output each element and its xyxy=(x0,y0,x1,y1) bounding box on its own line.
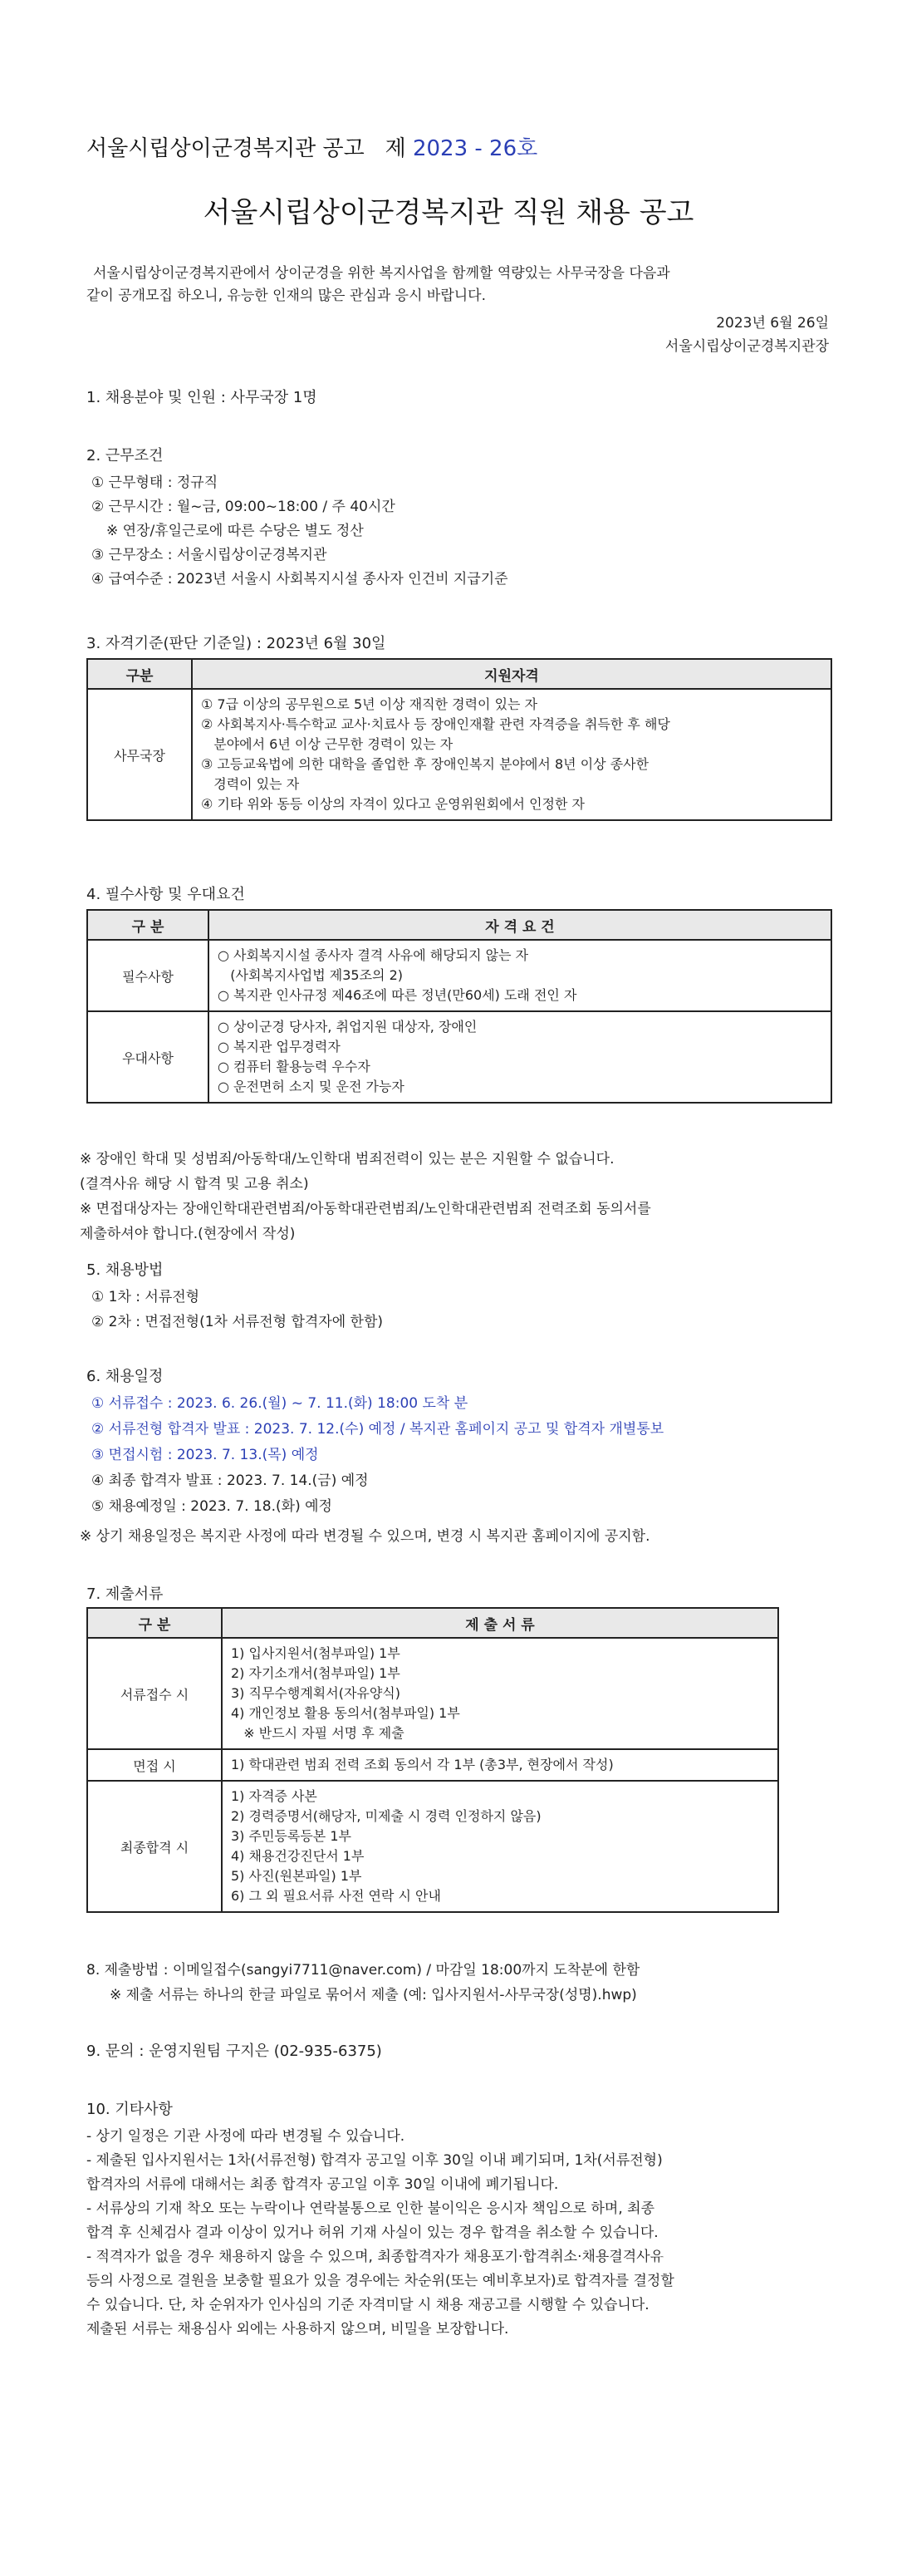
condition-item: ② 근무시간 : 월~금, 09:00~18:00 / 주 40시간 xyxy=(91,499,395,515)
qualification-content xyxy=(192,689,831,820)
etc-line: 제출된 서류는 채용심사 외에는 사용하지 않으며, 비밀을 보장합니다. xyxy=(86,2321,509,2338)
cell-line: ○ 복지관 업무경력자 xyxy=(218,1039,341,1054)
requirements-col-1: 구 분 xyxy=(87,910,208,940)
cell-line: 2) 경력증명서(해당자, 미제출 시 경력 인정하지 않음) xyxy=(231,1808,542,1824)
cell-line: 경력이 있는 자 xyxy=(201,776,300,792)
requirement-note: (결격사유 해당 시 합격 및 고용 취소) xyxy=(80,1176,309,1192)
method-item: ① 1차 : 서류전형 xyxy=(91,1289,200,1305)
notice-no-prefix: 제 xyxy=(385,136,406,161)
section-2-title: 2. 근무조건 xyxy=(86,447,164,465)
cell-line: 3) 주민등록등본 1부 xyxy=(231,1828,351,1844)
cell-line: ○ 운전면허 소지 및 운전 가능자 xyxy=(218,1079,404,1094)
schedule-item: ④ 최종 합격자 발표 : 2023. 7. 14.(금) 예정 xyxy=(91,1472,369,1489)
etc-line: - 상기 일정은 기관 사정에 따라 변경될 수 있습니다. xyxy=(86,2128,405,2145)
section-7-title: 7. 제출서류 xyxy=(86,1585,164,1603)
cell-line: 5) 사진(원본파일) 1부 xyxy=(231,1868,362,1884)
schedule-note: ※ 상기 채용일정은 복지관 사정에 따라 변경될 수 있으며, 변경 시 복지관 홈페이지에 공지함. xyxy=(80,1528,650,1545)
condition-item: ④ 급여수준 : 2023년 서울시 사회복지시설 종사자 인건비 지급기준 xyxy=(91,571,508,587)
condition-item: ① 근무형태 : 정규직 xyxy=(91,474,218,491)
cell-line: 2) 자기소개서(첨부파일) 1부 xyxy=(231,1665,400,1681)
cell-line: 1) 학대관련 범죄 전력 조회 동의서 각 1부 (총3부, 현장에서 작성) xyxy=(231,1757,614,1772)
method-item: ② 2차 : 면접전형(1차 서류전형 합격자에 한함) xyxy=(91,1314,384,1330)
etc-line: 합격 후 신체검사 결과 이상이 있거나 허위 기재 사실이 있는 경우 합격을 취소할 수 있습니다. xyxy=(86,2225,659,2241)
documents-col-1: 구 분 xyxy=(87,1608,222,1638)
cell-line: ① 7급 이상의 공무원으로 5년 이상 재직한 경력이 있는 자 xyxy=(201,696,538,712)
etc-line: - 제출된 입사지원서는 1차(서류전형) 합격자 공고일 이후 30일 이내 폐기되며, 1차(서류전형) xyxy=(86,2152,663,2169)
condition-item: ※ 연장/휴일근로에 따른 수당은 별도 정산 xyxy=(106,523,364,539)
notice-date: 2023년 6월 26일 xyxy=(716,315,829,332)
submission-method: 8. 제출방법 : 이메일접수(sangyi7711@naver.com) / 마감일 18:00까지 도착분에 한함 xyxy=(86,1962,640,1979)
documents-table xyxy=(86,1607,779,1913)
etc-line: 합격자의 서류에 대해서는 최종 합격자 공고일 이후 30일 이내에 폐기됩니다. xyxy=(86,2176,559,2193)
documents-row-label: 면접 시 xyxy=(87,1749,222,1781)
condition-item: ③ 근무장소 : 서울시립상이군경복지관 xyxy=(91,547,327,563)
documents-row-content xyxy=(222,1749,778,1781)
cell-line: ○ 컴퓨터 활용능력 우수자 xyxy=(218,1059,370,1074)
intro-line-1: 서울시립상이군경복지관에서 상이군경을 위한 복지사업을 함께할 역량있는 사무국장을 다음과 xyxy=(93,265,670,282)
qualification-col-2: 지원자격 xyxy=(192,659,831,689)
section-9-title: 9. 문의 : 운영지원팀 구지은 (02-935-6375) xyxy=(86,2043,382,2060)
cell-line: ○ 복지관 인사규정 제46조에 따른 정년(만60세) 도래 전인 자 xyxy=(218,987,577,1003)
requirements-row-label: 우대사항 xyxy=(87,1011,208,1103)
cell-line: ※ 반드시 자필 서명 후 제출 xyxy=(231,1725,404,1741)
documents-row-label: 최종합격 시 xyxy=(87,1781,222,1912)
cell-line: ○ 사회복지시설 종사자 결격 사유에 해당되지 않는 자 xyxy=(218,947,529,963)
requirement-note: ※ 면접대상자는 장애인학대관련범죄/아동학대관련범죄/노인학대관련범죄 전력조회 동의서를 xyxy=(80,1201,651,1217)
submission-note: ※ 제출 서류는 하나의 한글 파일로 묶어서 제출 (예: 입사지원서-사무국장(성명).hwp) xyxy=(110,1987,637,2003)
requirements-row-content xyxy=(208,940,831,1011)
cell-line: 6) 그 외 필요서류 사전 연락 시 안내 xyxy=(231,1888,441,1904)
cell-line: 4) 채용건강진단서 1부 xyxy=(231,1848,365,1864)
cell-line: 분야에서 6년 이상 근무한 경력이 있는 자 xyxy=(201,736,453,752)
schedule-item: ① 서류접수 : 2023. 6. 26.(월) ~ 7. 11.(화) 18:00 도착 분 xyxy=(91,1395,468,1412)
etc-line: 등의 사정으로 결원을 보충할 필요가 있을 경우에는 차순위(또는 예비후보자)로 합격자를 결정할 xyxy=(86,2273,674,2289)
cell-line: ○ 상이군경 당사자, 취업지원 대상자, 장애인 xyxy=(218,1019,478,1035)
page-title: 서울시립상이군경복지관 직원 채용 공고 xyxy=(203,196,694,229)
documents-row-content xyxy=(222,1781,778,1912)
requirements-row-content xyxy=(208,1011,831,1103)
qualification-table xyxy=(86,658,832,821)
requirements-table xyxy=(86,909,832,1104)
cell-line: ③ 고등교육법에 의한 대학을 졸업한 후 장애인복지 분야에서 8년 이상 종사한 xyxy=(201,756,649,772)
section-6-title: 6. 채용일정 xyxy=(86,1368,164,1385)
section-3-title: 3. 자격기준(판단 기준일) : 2023년 6월 30일 xyxy=(86,635,386,652)
section-4-title: 4. 필수사항 및 우대요건 xyxy=(86,886,245,903)
qualification-row-label: 사무국장 xyxy=(87,689,192,820)
qualification-col-1: 구분 xyxy=(87,659,192,689)
section-5-title: 5. 채용방법 xyxy=(86,1261,164,1279)
section-1-title: 1. 채용분야 및 인원 : 사무국장 1명 xyxy=(86,389,317,406)
cell-line: 1) 입사지원서(첨부파일) 1부 xyxy=(231,1645,400,1661)
documents-row-content xyxy=(222,1638,778,1749)
schedule-item: ② 서류전형 합격자 발표 : 2023. 7. 12.(수) 예정 / 복지관 홈페이지 공고 및 합격자 개별통보 xyxy=(91,1421,664,1438)
cell-line: 3) 직무수행계획서(자유양식) xyxy=(231,1685,401,1701)
requirements-col-2: 자 격 요 건 xyxy=(208,910,831,940)
notice-number-line xyxy=(86,131,537,162)
section-10-title: 10. 기타사항 xyxy=(86,2101,173,2118)
notice-signer: 서울시립상이군경복지관장 xyxy=(664,338,829,355)
documents-col-2: 제 출 서 류 xyxy=(222,1608,778,1638)
requirements-row-label: 필수사항 xyxy=(87,940,208,1011)
requirement-note: 제출하셔야 합니다.(현장에서 작성) xyxy=(80,1226,296,1242)
notice-number: 2023 - 26호 xyxy=(412,136,538,161)
cell-line: ④ 기타 위와 동등 이상의 자격이 있다고 운영위원회에서 인정한 자 xyxy=(201,796,585,812)
etc-line: 수 있습니다. 단, 차 순위자가 인사심의 기준 자격미달 시 채용 재공고를 시행할 수 있습니다. xyxy=(86,2297,649,2313)
intro-line-2: 같이 공개모집 하오니, 유능한 인재의 많은 관심과 응시 바랍니다. xyxy=(86,288,487,304)
requirement-note: ※ 장애인 학대 및 성범죄/아동학대/노인학대 범죄전력이 있는 분은 지원할 수 없습니다. xyxy=(80,1151,615,1168)
documents-row-label: 서류접수 시 xyxy=(87,1638,222,1749)
etc-line: - 서류상의 기재 착오 또는 누락이나 연락불통으로 인한 불이익은 응시자 책임으로 하며, 최종 xyxy=(86,2200,654,2217)
org-notice: 서울시립상이군경복지관 공고 xyxy=(86,136,365,161)
cell-line: 1) 자격증 사본 xyxy=(231,1788,317,1804)
schedule-item: ③ 면접시험 : 2023. 7. 13.(목) 예정 xyxy=(91,1447,319,1463)
cell-line: 4) 개인정보 활용 동의서(첨부파일) 1부 xyxy=(231,1705,460,1721)
cell-line: ② 사회복지사·특수학교 교사·치료사 등 장애인재활 관련 자격증을 취득한 후 해당 xyxy=(201,716,670,732)
etc-line: - 적격자가 없을 경우 채용하지 않을 수 있으며, 최종합격자가 채용포기·합격취소·채용결격사유 xyxy=(86,2249,664,2265)
schedule-item: ⑤ 채용예정일 : 2023. 7. 18.(화) 예정 xyxy=(91,1498,332,1515)
cell-line: (사회복지사업법 제35조의 2) xyxy=(218,967,404,983)
